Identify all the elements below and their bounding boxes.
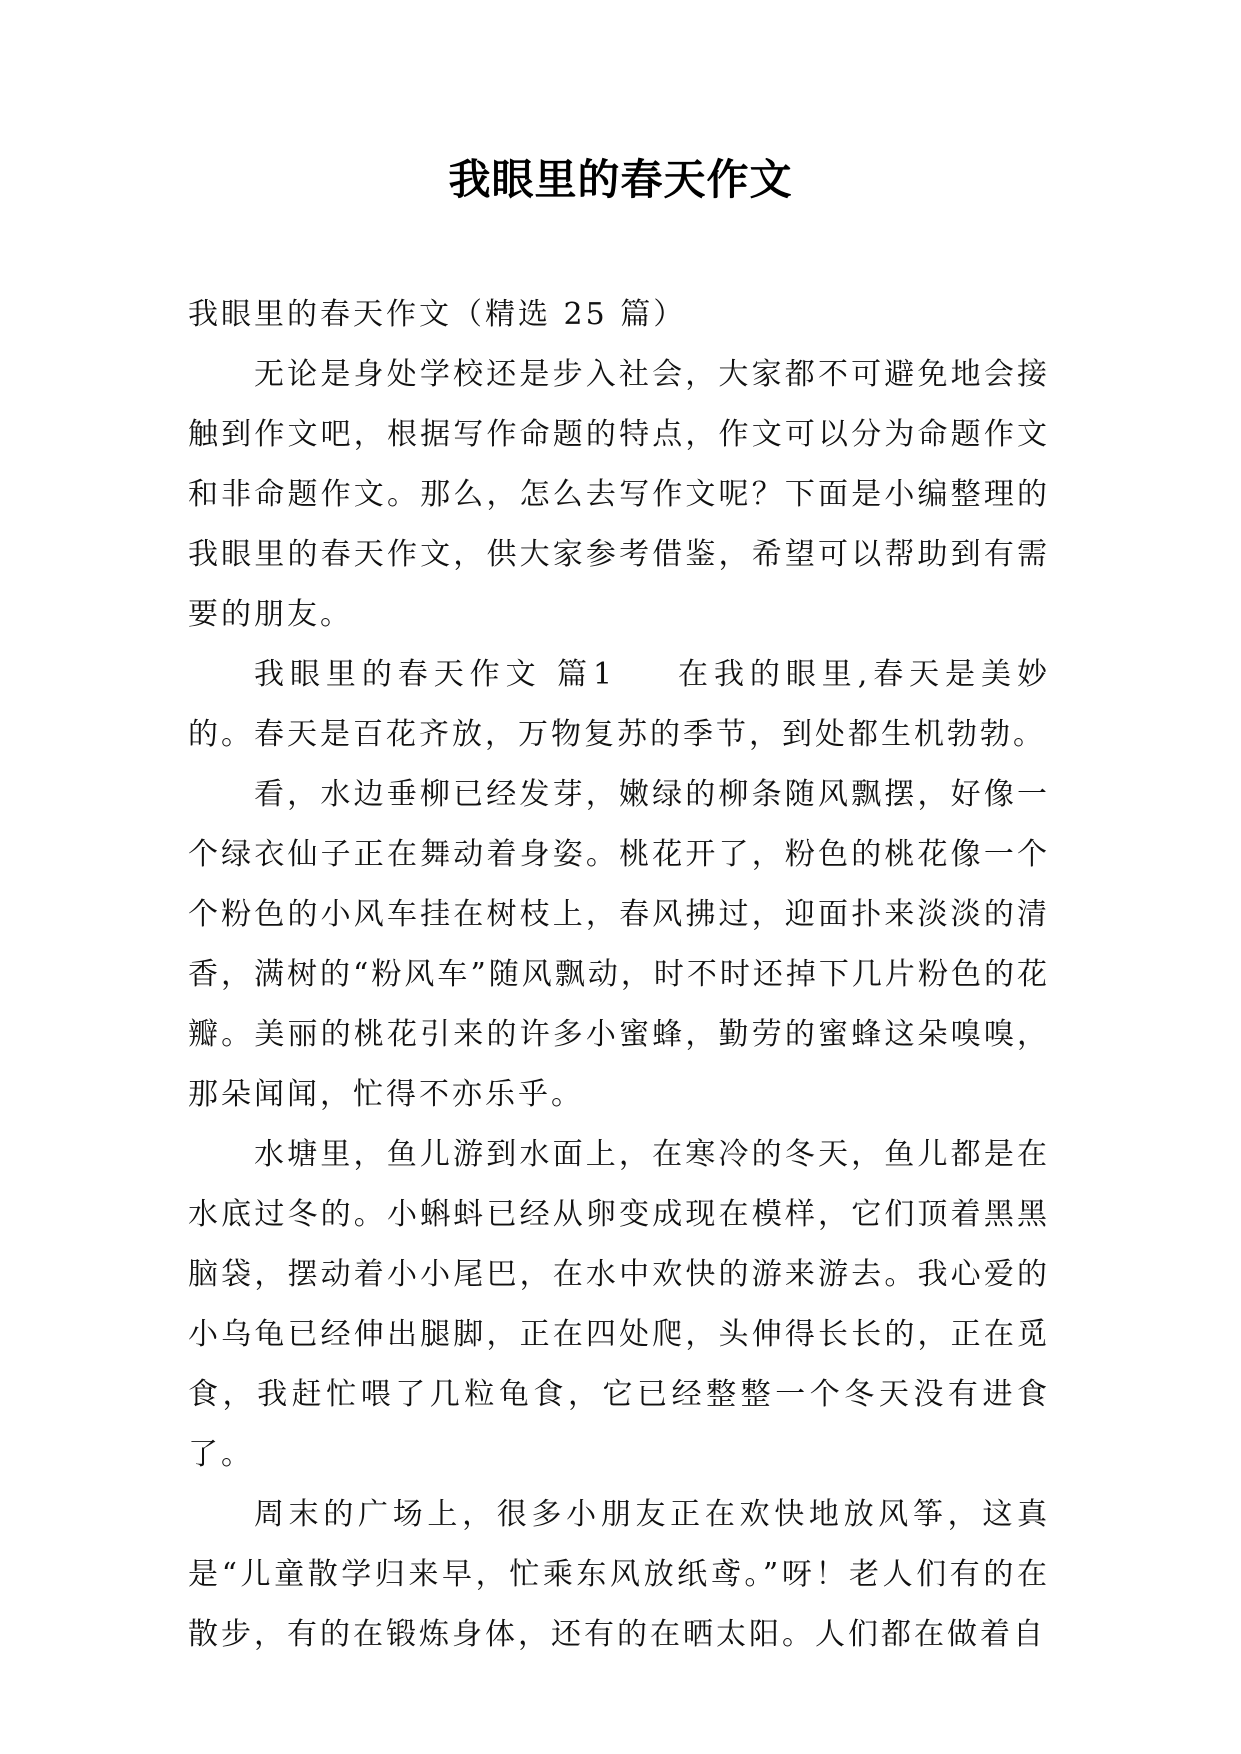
body-paragraph: 看，水边垂柳已经发芽，嫩绿的柳条随风飘摆，好像一个绿衣仙子正在舞动着身姿。桃花开了，粉色的桃花像一个个粉色的小风车挂在树枝上，春风拂过，迎面扑来淡淡的清香，满树的“粉风车”随风飘动，时不时还掉下几片粉色的花瓣。美丽的桃花引来的许多小蜜蜂，勤劳的蜜蜂这朵嗅嗅，那朵闻闻，忙得不亦乐乎。 xyxy=(188,777,1050,1112)
document-body xyxy=(188,285,1050,1665)
document-subtitle: 我眼里的春天作文（精选 25 篇） xyxy=(188,297,687,332)
section-heading: 我眼里的春天作文 篇1 xyxy=(254,657,616,692)
section-first-text: 在我的眼里,春天是美妙的。春天是百花齐放，万物复苏的季节，到处都生机勃勃。 xyxy=(188,657,1051,752)
document-title: 我眼里的春天作文 xyxy=(448,155,793,204)
section-paragraph xyxy=(188,645,1050,765)
intro-paragraph: 无论是身处学校还是步入社会，大家都不可避免地会接触到作文吧，根据写作命题的特点，作文可以分为命题作文和非命题作文。那么，怎么去写作文呢？下面是小编整理的我眼里的春天作文，供大家参考借鉴，希望可以帮助到有需要的朋友。 xyxy=(188,357,1050,632)
body-paragraph: 水塘里，鱼儿游到水面上，在寒冷的冬天，鱼儿都是在水底过冬的。小蝌蚪已经从卵变成现在模样，它们顶着黑黑脑袋，摆动着小小尾巴，在水中欢快的游来游去。我心爱的小乌龟已经伸出腿脚，正在四处爬，头伸得长长的，正在觅食，我赶忙喂了几粒龟食，它已经整整一个冬天没有进食了。 xyxy=(188,1137,1050,1472)
body-paragraph: 周末的广场上，很多小朋友正在欢快地放风筝，这真是“儿童散学归来早，忙乘东风放纸鸢。”呀！老人们有的在散步，有的在锻炼身体，还有的在晒太阳。人们都在做着自 xyxy=(188,1497,1050,1652)
